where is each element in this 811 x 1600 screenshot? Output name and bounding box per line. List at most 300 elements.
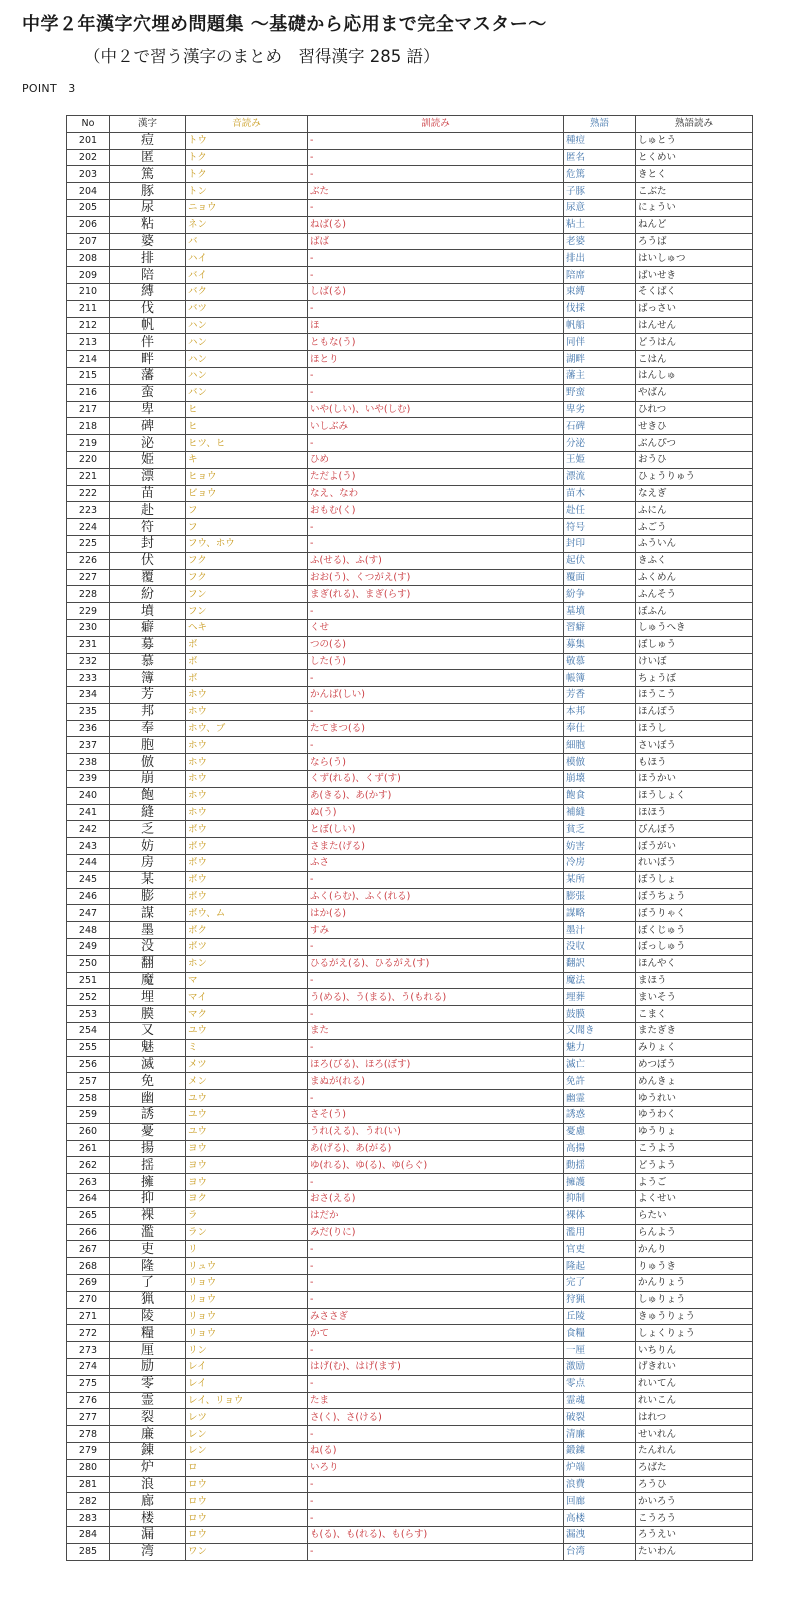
cell-kun-reading: ともな(う) [308,334,564,351]
cell-on-reading: メン [186,1073,308,1090]
table-row [67,1274,753,1291]
cell-no: 226 [67,552,110,569]
page-title: 中学２年漢字穴埋め問題集 〜基礎から応用まで完全マスター〜 [22,14,547,35]
table-row [67,972,753,989]
table-row [67,955,753,972]
cell-jukugo: 完了 [564,1274,636,1291]
cell-jukugo-reading: ゆうわく [636,1107,753,1124]
cell-on-reading: キ [186,451,308,468]
cell-on-reading: フ [186,519,308,536]
cell-jukugo-reading: れいこん [636,1392,753,1409]
cell-jukugo-reading: せきひ [636,418,753,435]
cell-kanji: 錬 [110,1442,186,1459]
cell-no: 278 [67,1426,110,1443]
cell-jukugo: 漏洩 [564,1526,636,1543]
cell-kun-reading: - [308,1375,564,1392]
table-row [67,1207,753,1224]
cell-jukugo: 紛争 [564,586,636,603]
table-row [67,267,753,284]
table-row [67,300,753,317]
table-row [67,1442,753,1459]
cell-jukugo-reading: こまく [636,1006,753,1023]
cell-jukugo-reading: めつぼう [636,1056,753,1073]
cell-no: 276 [67,1392,110,1409]
cell-kanji: 蛮 [110,384,186,401]
cell-kanji: 縫 [110,804,186,821]
cell-jukugo: 零点 [564,1375,636,1392]
cell-on-reading: ロ [186,1459,308,1476]
cell-kun-reading: つの(る) [308,636,564,653]
cell-no: 279 [67,1442,110,1459]
cell-on-reading: リョウ [186,1274,308,1291]
cell-kanji: 房 [110,855,186,872]
cell-kanji: 励 [110,1358,186,1375]
cell-kanji: 廊 [110,1493,186,1510]
cell-kun-reading: - [308,535,564,552]
cell-jukugo-reading: ろうひ [636,1476,753,1493]
cell-jukugo-reading: こぶた [636,183,753,200]
cell-jukugo-reading: まいそう [636,989,753,1006]
cell-jukugo-reading: しゅとう [636,132,753,149]
cell-kanji: 簿 [110,670,186,687]
cell-kanji: 泌 [110,435,186,452]
cell-jukugo-reading: まほう [636,972,753,989]
cell-on-reading: ミ [186,1039,308,1056]
table-row [67,737,753,754]
table-row [67,1174,753,1191]
cell-kanji: 慕 [110,653,186,670]
cell-no: 259 [67,1107,110,1124]
cell-kanji: 某 [110,871,186,888]
cell-jukugo-reading: とくめい [636,149,753,166]
cell-on-reading: バイ [186,267,308,284]
cell-kun-reading: ほろ(びる)、ほろ(ぼす) [308,1056,564,1073]
cell-jukugo-reading: ほうこう [636,687,753,704]
cell-on-reading: フク [186,569,308,586]
cell-jukugo-reading: かいろう [636,1493,753,1510]
cell-no: 248 [67,922,110,939]
cell-jukugo-reading: ほうかい [636,771,753,788]
cell-jukugo: 粘土 [564,216,636,233]
table-row [67,183,753,200]
cell-kanji: 誘 [110,1107,186,1124]
cell-no: 222 [67,485,110,502]
cell-jukugo-reading: はいしゅつ [636,250,753,267]
cell-jukugo: 子豚 [564,183,636,200]
cell-kanji: 霊 [110,1392,186,1409]
cell-no: 228 [67,586,110,603]
cell-on-reading: レイ [186,1375,308,1392]
table-row [67,1123,753,1140]
cell-kun-reading: - [308,670,564,687]
cell-kanji: 篤 [110,166,186,183]
cell-jukugo: 鼓膜 [564,1006,636,1023]
cell-jukugo-reading: れいてん [636,1375,753,1392]
cell-jukugo-reading: ふにん [636,502,753,519]
table-row [67,569,753,586]
cell-kanji: 墳 [110,603,186,620]
cell-jukugo-reading: しゅうへき [636,619,753,636]
cell-kanji: 又 [110,1023,186,1040]
table-row [67,502,753,519]
table-row [67,401,753,418]
table-row [67,905,753,922]
cell-jukugo-reading: こはん [636,351,753,368]
point-label: POINT 3 [22,82,76,95]
cell-kun-reading: さまた(げる) [308,838,564,855]
cell-jukugo-reading: よくせい [636,1191,753,1208]
cell-kun-reading: なら(う) [308,754,564,771]
cell-jukugo-reading: なえぎ [636,485,753,502]
cell-on-reading: リョウ [186,1308,308,1325]
cell-jukugo-reading: ふごう [636,519,753,536]
table-row [67,519,753,536]
cell-no: 260 [67,1123,110,1140]
cell-jukugo-reading: はんせん [636,317,753,334]
cell-no: 254 [67,1023,110,1040]
cell-kanji: 零 [110,1375,186,1392]
cell-kanji: 魅 [110,1039,186,1056]
cell-on-reading: メツ [186,1056,308,1073]
cell-jukugo: 野蛮 [564,384,636,401]
cell-kanji: 尿 [110,199,186,216]
table-row [67,703,753,720]
cell-on-reading: ラ [186,1207,308,1224]
cell-kun-reading: みささぎ [308,1308,564,1325]
cell-kun-reading: おお(う)、くつがえ(す) [308,569,564,586]
cell-no: 273 [67,1342,110,1359]
cell-kanji: 覆 [110,569,186,586]
table-row [67,989,753,1006]
cell-on-reading: ロウ [186,1476,308,1493]
cell-on-reading: ホウ [186,737,308,754]
cell-jukugo-reading: こうよう [636,1140,753,1157]
cell-on-reading: ホウ [186,771,308,788]
cell-jukugo: 苗木 [564,485,636,502]
cell-on-reading: トン [186,183,308,200]
cell-jukugo: 尿意 [564,199,636,216]
cell-jukugo-reading: ぼうちょう [636,888,753,905]
table-row [67,1107,753,1124]
cell-kanji: 漏 [110,1526,186,1543]
table-row [67,619,753,636]
table-row [67,435,753,452]
cell-jukugo: 妨害 [564,838,636,855]
cell-jukugo: 擁護 [564,1174,636,1191]
cell-kanji: 揺 [110,1157,186,1174]
table-row [67,1476,753,1493]
cell-on-reading: ヨウ [186,1157,308,1174]
cell-jukugo-reading: ぼうしょ [636,871,753,888]
cell-jukugo-reading: かんり [636,1241,753,1258]
cell-kun-reading: ばば [308,233,564,250]
table-row [67,317,753,334]
table-row [67,233,753,250]
cell-no: 230 [67,619,110,636]
cell-jukugo: 破裂 [564,1409,636,1426]
cell-kanji: 濫 [110,1224,186,1241]
cell-on-reading: マク [186,1006,308,1023]
cell-jukugo-reading: はんしゅ [636,367,753,384]
cell-kanji: 陪 [110,267,186,284]
cell-jukugo: 危篤 [564,166,636,183]
table-row [67,1191,753,1208]
cell-kun-reading: - [308,1426,564,1443]
cell-kanji: 乏 [110,821,186,838]
cell-jukugo-reading: どうよう [636,1157,753,1174]
cell-on-reading: ユウ [186,1090,308,1107]
cell-jukugo: 裸体 [564,1207,636,1224]
cell-kun-reading: くず(れる)、くず(す) [308,771,564,788]
cell-on-reading: ホウ [186,804,308,821]
cell-kanji: 抑 [110,1191,186,1208]
cell-no: 238 [67,754,110,771]
cell-no: 232 [67,653,110,670]
cell-no: 261 [67,1140,110,1157]
cell-kun-reading: - [308,132,564,149]
cell-on-reading: リ [186,1241,308,1258]
cell-jukugo-reading: ひょうりゅう [636,468,753,485]
cell-kun-reading: ね(る) [308,1442,564,1459]
cell-kun-reading: ほとり [308,351,564,368]
cell-kun-reading: ぶた [308,183,564,200]
cell-kanji: 伏 [110,552,186,569]
table-row [67,1459,753,1476]
cell-jukugo: 種痘 [564,132,636,149]
cell-jukugo: 隆起 [564,1258,636,1275]
cell-on-reading: バ [186,233,308,250]
cell-jukugo-reading: たんれん [636,1442,753,1459]
cell-jukugo-reading: ゆうりょ [636,1123,753,1140]
cell-jukugo-reading: ぼふん [636,603,753,620]
cell-jukugo: 丘陵 [564,1308,636,1325]
cell-kun-reading: - [308,703,564,720]
cell-no: 277 [67,1409,110,1426]
cell-kanji: 陵 [110,1308,186,1325]
cell-kanji: 裸 [110,1207,186,1224]
cell-no: 270 [67,1291,110,1308]
cell-jukugo-reading: みりょく [636,1039,753,1056]
table-row [67,199,753,216]
cell-kun-reading: しば(る) [308,283,564,300]
kanji-table [66,115,753,1561]
cell-on-reading: ヒ [186,418,308,435]
cell-no: 205 [67,199,110,216]
cell-kun-reading: すみ [308,922,564,939]
cell-on-reading: ハイ [186,250,308,267]
cell-no: 244 [67,855,110,872]
cell-jukugo-reading: めんきょ [636,1073,753,1090]
cell-no: 229 [67,603,110,620]
cell-on-reading: ビョウ [186,485,308,502]
cell-jukugo: 習癖 [564,619,636,636]
cell-on-reading: ヒツ、ヒ [186,435,308,452]
column-header-kun-reading: 訓読み [308,116,564,133]
cell-on-reading: ボウ [186,821,308,838]
table-row [67,670,753,687]
cell-kanji: 炉 [110,1459,186,1476]
cell-no: 235 [67,703,110,720]
cell-kun-reading: - [308,1174,564,1191]
cell-on-reading: フン [186,603,308,620]
cell-kun-reading: も(る)、も(れる)、も(らす) [308,1526,564,1543]
cell-kanji: 痘 [110,132,186,149]
table-row [67,1073,753,1090]
cell-jukugo-reading: ねんど [636,216,753,233]
cell-kun-reading: かて [308,1325,564,1342]
cell-kanji: 伐 [110,300,186,317]
table-row [67,132,753,149]
cell-no: 218 [67,418,110,435]
cell-kun-reading: あ(きる)、あ(かす) [308,787,564,804]
cell-kun-reading: ほ [308,317,564,334]
cell-kanji: 卑 [110,401,186,418]
cell-jukugo-reading: かんりょう [636,1274,753,1291]
cell-no: 211 [67,300,110,317]
cell-kun-reading: さそ(う) [308,1107,564,1124]
cell-no: 281 [67,1476,110,1493]
cell-on-reading: ホウ [186,687,308,704]
cell-kun-reading: - [308,519,564,536]
table-row [67,334,753,351]
cell-jukugo-reading: ようご [636,1174,753,1191]
cell-no: 284 [67,1526,110,1543]
cell-jukugo-reading: きとく [636,166,753,183]
cell-kun-reading: あ(げる)、あ(がる) [308,1140,564,1157]
cell-kanji: 姫 [110,451,186,468]
cell-jukugo-reading: ほほう [636,804,753,821]
cell-jukugo: 食糧 [564,1325,636,1342]
cell-kun-reading: みだ(りに) [308,1224,564,1241]
cell-jukugo-reading: ひれつ [636,401,753,418]
cell-jukugo-reading: やばん [636,384,753,401]
cell-jukugo-reading: ぼっしゅう [636,939,753,956]
cell-jukugo: 石碑 [564,418,636,435]
cell-jukugo-reading: はれつ [636,1409,753,1426]
cell-kun-reading: たてまつ(る) [308,720,564,737]
table-row [67,1039,753,1056]
cell-jukugo: 免許 [564,1073,636,1090]
cell-jukugo-reading: きふく [636,552,753,569]
cell-on-reading: レイ [186,1358,308,1375]
table-row [67,1224,753,1241]
cell-kanji: 赴 [110,502,186,519]
cell-no: 219 [67,435,110,452]
cell-jukugo-reading: おうひ [636,451,753,468]
cell-jukugo: 清廉 [564,1426,636,1443]
cell-on-reading: ボ [186,670,308,687]
cell-no: 269 [67,1274,110,1291]
cell-kanji: 擁 [110,1174,186,1191]
cell-jukugo: 動揺 [564,1157,636,1174]
cell-jukugo: 貧乏 [564,821,636,838]
cell-on-reading: バツ [186,300,308,317]
cell-jukugo: 又聞き [564,1023,636,1040]
cell-kun-reading: ふさ [308,855,564,872]
cell-kun-reading: かんば(しい) [308,687,564,704]
cell-kanji: 募 [110,636,186,653]
cell-kun-reading: - [308,1510,564,1527]
cell-no: 245 [67,871,110,888]
cell-on-reading: ハン [186,317,308,334]
cell-kun-reading: - [308,1006,564,1023]
kanji-table-container [66,115,752,1561]
cell-jukugo: 滅亡 [564,1056,636,1073]
cell-on-reading: フク [186,552,308,569]
cell-no: 266 [67,1224,110,1241]
cell-no: 285 [67,1543,110,1560]
cell-no: 251 [67,972,110,989]
table-row [67,1493,753,1510]
table-row [67,1510,753,1527]
cell-on-reading: ボ [186,636,308,653]
cell-jukugo: 芳香 [564,687,636,704]
cell-kun-reading: はだか [308,1207,564,1224]
cell-jukugo: 符号 [564,519,636,536]
cell-on-reading: レン [186,1442,308,1459]
cell-no: 274 [67,1358,110,1375]
cell-kun-reading: ただよ(う) [308,468,564,485]
cell-kanji: 廉 [110,1426,186,1443]
cell-jukugo-reading: どうはん [636,334,753,351]
column-header-no: No [67,116,110,133]
cell-kanji: 粘 [110,216,186,233]
cell-jukugo: 卑劣 [564,401,636,418]
table-row [67,283,753,300]
cell-kun-reading: - [308,300,564,317]
cell-jukugo: 模倣 [564,754,636,771]
cell-jukugo: 覆面 [564,569,636,586]
cell-jukugo: 台湾 [564,1543,636,1560]
cell-jukugo: 鍛錬 [564,1442,636,1459]
table-row [67,838,753,855]
cell-jukugo-reading: またぎき [636,1023,753,1040]
cell-kun-reading: - [308,603,564,620]
cell-kun-reading: - [308,1274,564,1291]
cell-no: 215 [67,367,110,384]
cell-jukugo-reading: ぼくじゅう [636,922,753,939]
table-row [67,468,753,485]
cell-jukugo-reading: らんよう [636,1224,753,1241]
cell-no: 272 [67,1325,110,1342]
cell-no: 242 [67,821,110,838]
cell-no: 225 [67,535,110,552]
cell-kanji: 癖 [110,619,186,636]
cell-on-reading: ワン [186,1543,308,1560]
cell-on-reading: ヘキ [186,619,308,636]
cell-kanji: 藩 [110,367,186,384]
cell-jukugo: 細胞 [564,737,636,754]
cell-kanji: 畔 [110,351,186,368]
cell-on-reading: レン [186,1426,308,1443]
cell-jukugo-reading: れいぼう [636,855,753,872]
cell-jukugo: 漂流 [564,468,636,485]
cell-jukugo: 激励 [564,1358,636,1375]
cell-no: 209 [67,267,110,284]
cell-no: 263 [67,1174,110,1191]
cell-no: 216 [67,384,110,401]
table-row [67,367,753,384]
cell-jukugo: 起伏 [564,552,636,569]
cell-no: 243 [67,838,110,855]
cell-jukugo: 伐採 [564,300,636,317]
cell-no: 268 [67,1258,110,1275]
cell-jukugo-reading: さいぼう [636,737,753,754]
cell-on-reading: バン [186,384,308,401]
cell-kun-reading: ひるがえ(る)、ひるがえ(す) [308,955,564,972]
cell-jukugo-reading: ゆうれい [636,1090,753,1107]
cell-kanji: 免 [110,1073,186,1090]
